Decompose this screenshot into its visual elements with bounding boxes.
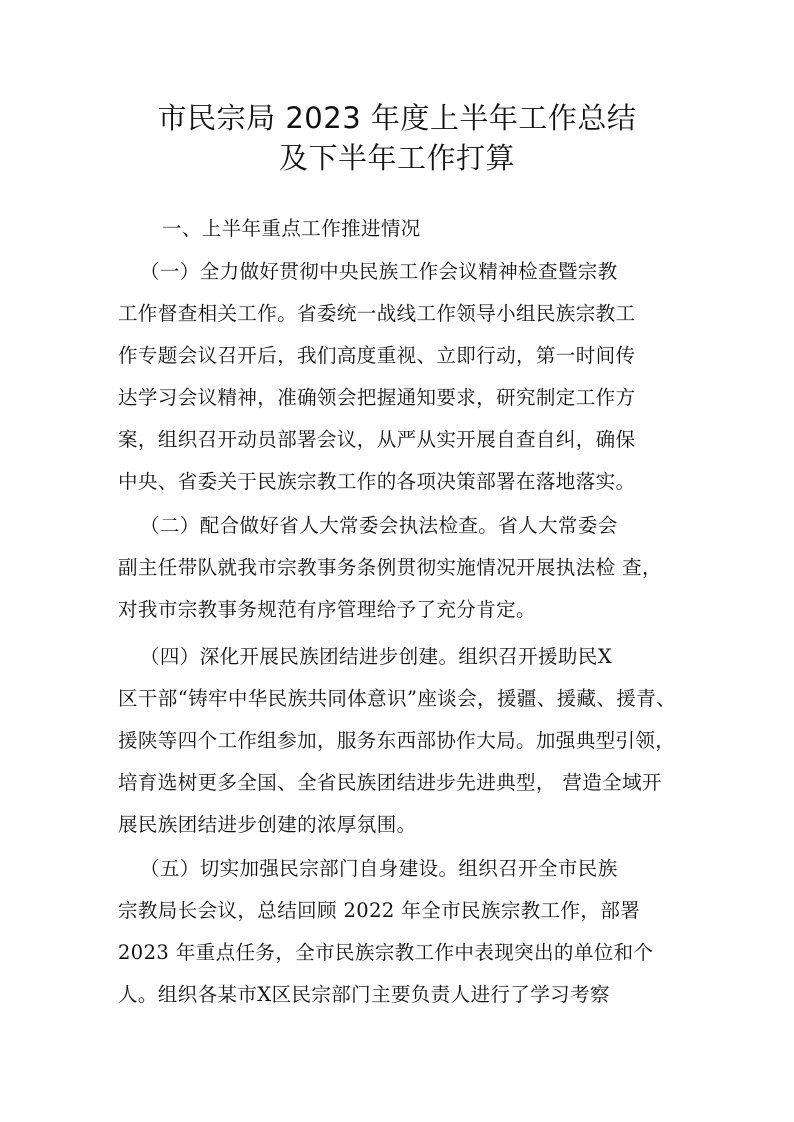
section-heading: 一、上半年重点工作推进情况 xyxy=(162,217,421,240)
paragraph-2-line-2: 副主任带队就我市宗教事务条例贯彻实施情况开展执法检 查， xyxy=(118,556,662,579)
paragraph-1-line-1: （一）全力做好贯彻中央民族工作会议精神检查暨宗教 xyxy=(140,260,618,283)
paragraph-3-line-2: 区干部“铸牢中华民族共同体意识”座谈会，援疆、援藏、援青、 xyxy=(118,687,677,710)
paragraph-3-line-1: （四）深化开展民族团结进步创建。组织召开援助民X xyxy=(140,645,612,668)
paragraph-2-line-1: （二）配合做好省人大常委会执法检查。省人大常委会 xyxy=(140,514,618,537)
paragraph-1-line-6: 中央、省委关于民族宗教工作的各项决策部署在落地落实。 xyxy=(118,470,636,493)
paragraph-1-line-2: 工作督查相关工作。省委统一战线工作领导小组民族宗教工 xyxy=(118,302,636,325)
document-title-line-2: 及下半年工作打算 xyxy=(278,141,515,175)
paragraph-2-line-3: 对我市宗教事务规范有序管理给予了充分肯定。 xyxy=(118,598,536,621)
paragraph-4-line-1: （五）切实加强民宗部门自身建设。组织召开全市民族 xyxy=(140,857,618,880)
paragraph-3-line-5: 展民族团结进步创建的浓厚氛围。 xyxy=(118,813,417,836)
paragraph-4-line-3: 2023 年重点任务，全市民族宗教工作中表现突出的单位和个 xyxy=(118,941,654,964)
document-title-line-1: 市民宗局 2023 年度上半年工作总结 xyxy=(157,101,637,135)
paragraph-4-line-4: 人。组织各某市X区民宗部门主要负责人进行了学习考察 xyxy=(118,983,610,1006)
paragraph-1-line-3: 作专题会议召开后，我们高度重视、立即行动，第一时间传 xyxy=(118,344,636,367)
paragraph-4-line-2: 宗教局长会议，总结回顾 2022 年全市民族宗教工作，部署 xyxy=(118,899,641,922)
paragraph-3-line-4: 培育选树更多全国、全省民族团结进步先进典型， 营造全域开 xyxy=(118,771,662,794)
paragraph-1-line-5: 案，组织召开动员部署会议，从严从实开展自查自纠，确保 xyxy=(118,428,636,451)
paragraph-3-line-3: 援陕等四个工作组参加，服务东西部协作大局。加强典型引领， xyxy=(118,729,676,752)
paragraph-1-line-4: 达学习会议精神，准确领会把握通知要求，研究制定工作方 xyxy=(118,386,636,409)
